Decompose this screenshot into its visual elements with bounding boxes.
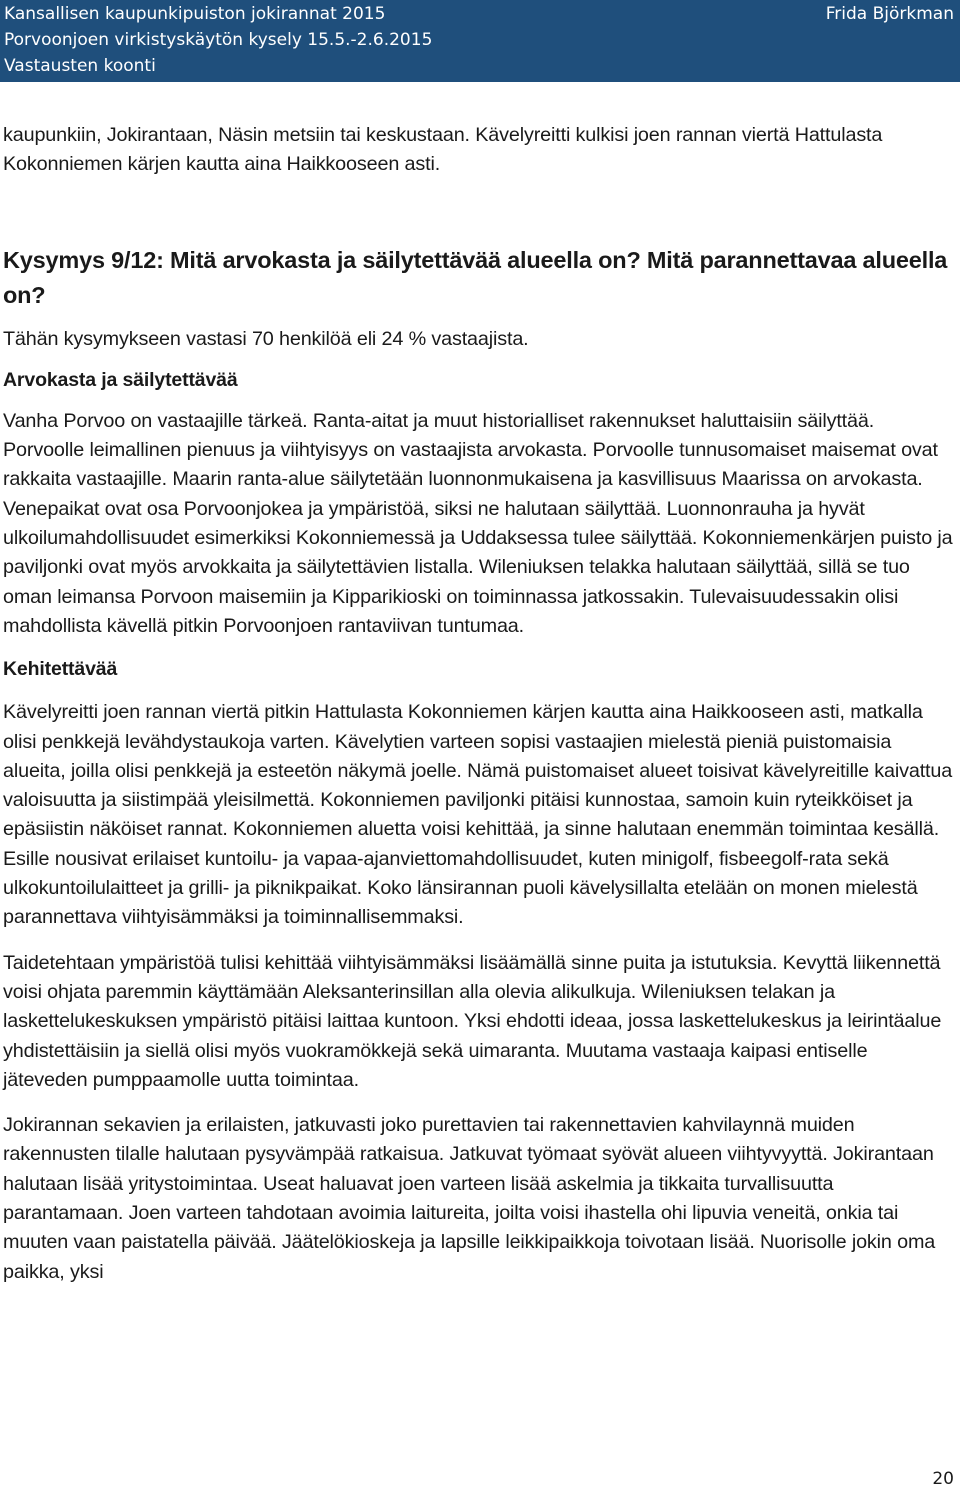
- section2-paragraph-2: Taidetehtaan ympäristöä tulisi kehittää viihtyisämmäksi lisäämällä sinne puita ja istutuksia. Kevyttä liikennettä voisi ohjata paremmin käyttämään Aleksanterinsillan alla olevia alikulkuja. Wileniuksen telakan ja laskettelukeskuksen ympäristö pitäisi laittaa kuntoon. Yksi ehdotti ideaa, jossa laskettelukeskus ja leirintäalue yhdistettäisiin ja siellä olisi myös vuokramökkejä sekä uimaranta. Muutama vastaaja kaipasi entiselle jäteveden pumppaamolle uutta toimintaa.: [3, 951, 942, 1091]
- intro-paragraph: kaupunkiin, Jokirantaan, Näsin metsiin tai keskustaan. Kävelyreitti kulkisi joen rannan viertä Hattulasta Kokonniemen kärjen kautta aina Haikkooseen asti.: [3, 124, 883, 176]
- page-number: 20: [932, 1469, 954, 1489]
- page-header: [0, 0, 960, 82]
- section2-heading: Kehitettävää: [3, 658, 118, 681]
- document-body: [3, 121, 953, 1287]
- header-author: Frida Björkman: [825, 4, 954, 24]
- answer-count: Tähän kysymykseen vastasi 70 henkilöä eli 24 % vastaajista.: [3, 327, 529, 350]
- section2-paragraph-3: Jokirannan sekavien ja erilaisten, jatkuvasti joko purettavien tai rakennettavien kahvilaynnä muiden rakennusten tilalle halutaan pysyvämpää ratkaisua. Jatkuvat työmaat syövät alueen viihtyvyyttä. Jokirantaan halutaan lisää yritystoimintaa. Useat haluavat joen varteen lisää askelmia ja tikkaita turvallisuutta parantamaan. Joen varteen tahdotaan avoimia laitureita, joilta voisi ihastella ohi lipuvia veneitä, onkia tai muuten vaan paistatella päivää. Jäätelökioskeja ja lapsille leikkipaikkoja toivotaan lisää. Nuorisolle jokin oma paikka, yksi: [3, 1114, 936, 1283]
- header-section: Vastausten koonti: [4, 56, 156, 76]
- question-heading: Kysymys 9/12: Mitä arvokasta ja säilytettävää alueella on? Mitä parannettavaa alueella on?: [3, 246, 948, 308]
- section1-paragraph: Vanha Porvoo on vastaajille tärkeä. Ranta-aitat ja muut historialliset rakennukset haluttaisiin säilyttää. Porvoolle leimallinen pienuus ja viihtyisyys on vastaajista arvokasta. Porvoolle tunnusomaiset maisemat ovat rakkaita vastaajille. Maarin ranta-alue säilytetään luonnonmukaisena ja kasvillisuus Maarissa on arvokasta. Venepaikat ovat osa Porvoonjokea ja ympäristöä, siksi ne halutaan säilyttää. Luonnonrauha ja hyvät ulkoilumahdollisuudet esimerkiksi Kokonniemessä ja Uddaksessa tulee säilyttää. Kokonniemenkärjen puisto ja paviljonki ovat myös arvokkaita ja säilytettävien listalla. Wileniuksen telakka halutaan säilyttää, sillä se tuo oman leimansa Porvoon maisemiin ja Kipparikioski on toiminnassa jatkossakin. Tulevaisuudessakin olisi mahdollista kävellä pitkin Porvoonjoen rantaviivan tuntumaa.: [3, 409, 953, 637]
- section1-heading: Arvokasta ja säilytettävää: [3, 368, 238, 391]
- section2-paragraph-1: Kävelyreitti joen rannan viertä pitkin Hattulasta Kokonniemen kärjen kautta aina Haikkooseen asti, matkalla olisi penkkejä levähdystaukoja varten. Kävelytien varteen sopisi vastaajien mielestä pieniä puistomaisia alueita, joilla olisi penkkejä ja esteetön näkymä joelle. Nämä puistomaiset alueet toisivat kävelyreitille kaivattua valoisuutta ja siistimpää yleisilmettä. Kokonniemen paviljonki pitäisi kunnostaa, samoin kuin ryteikköiset ja epäsiistin näköiset rannat. Kokonniemen aluetta voisi kehittää, ja sinne halutaan enemmän toimintaa kesällä. Esille nousivat erilaiset kuntoilu- ja vapaa-ajanviettomahdollisuudet, kuten minigolf, fisbeegolf-rata sekä ulkokuntoilulaitteet ja grilli- ja piknikpaikat. Koko länsirannan puoli kävelysillalta etelään on monen mielestä parannettava viihtyisämmäksi ja toiminnallisemmaksi.: [3, 701, 953, 929]
- header-title: Kansallisen kaupunkipuiston jokirannat 2015: [4, 4, 386, 24]
- header-subtitle: Porvoonjoen virkistyskäytön kysely 15.5.-2.6.2015: [4, 30, 433, 50]
